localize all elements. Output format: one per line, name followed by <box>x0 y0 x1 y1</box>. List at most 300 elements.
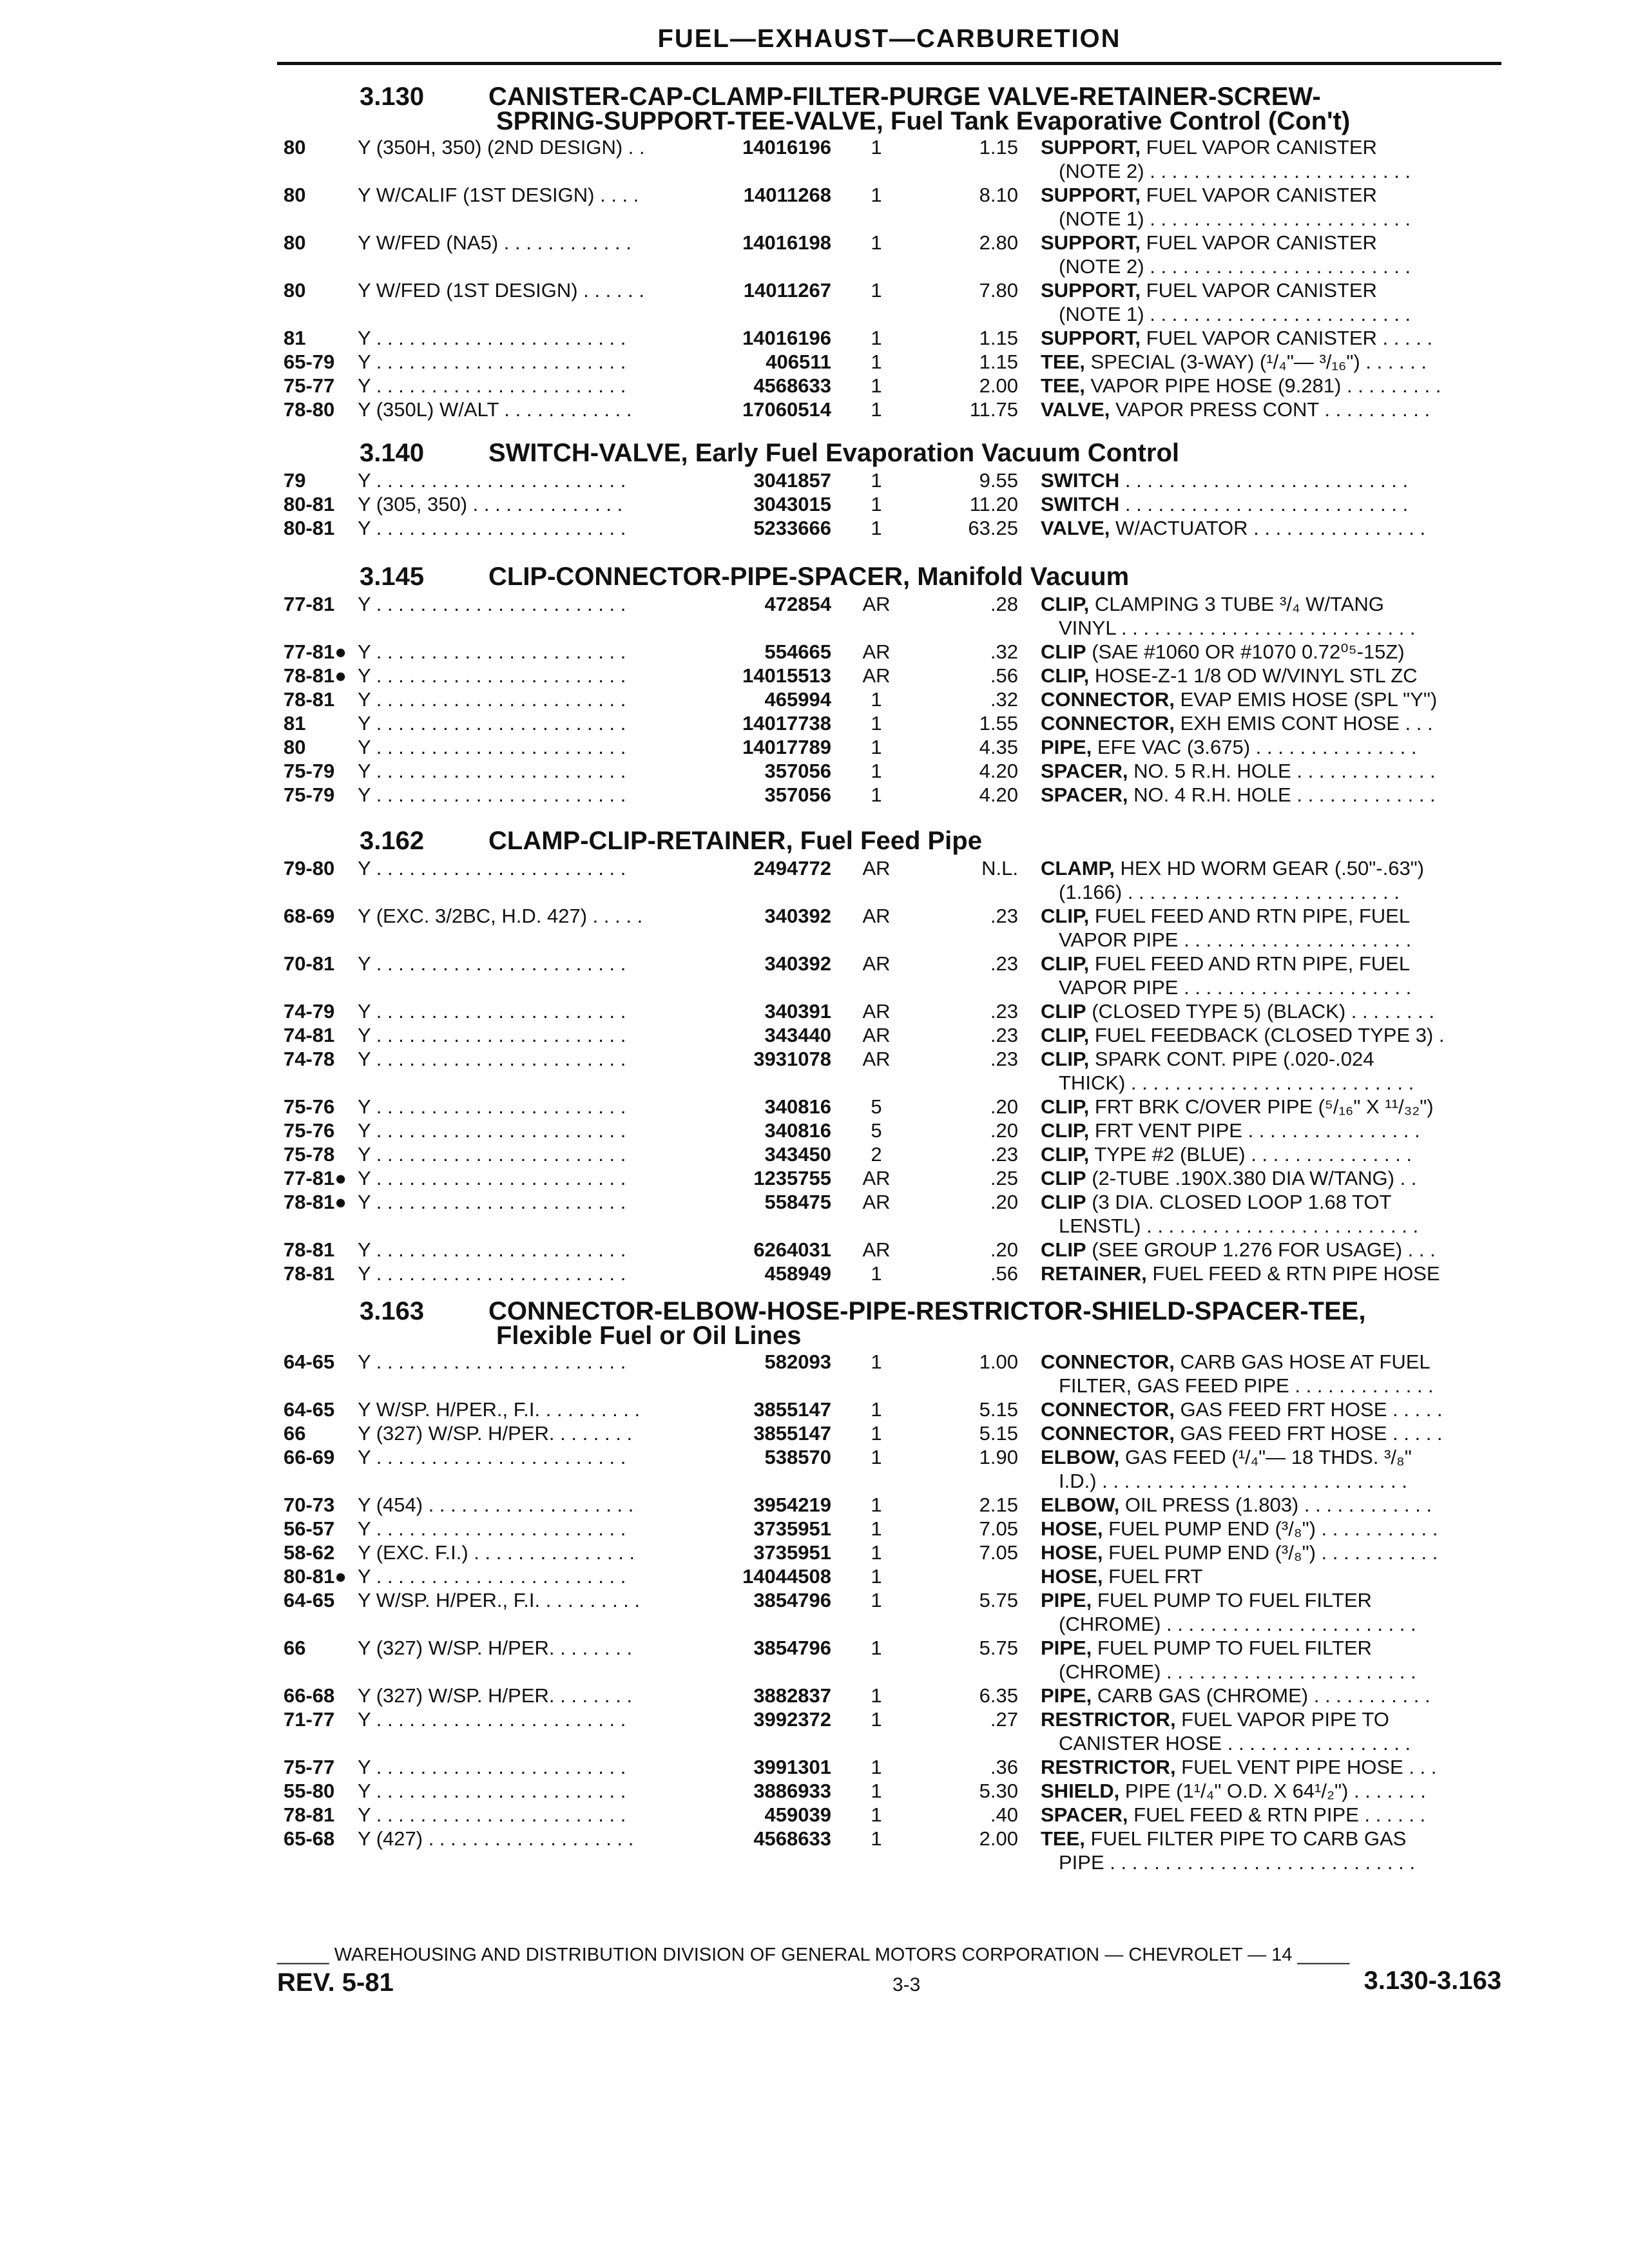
part-name: SWITCH <box>1041 493 1120 515</box>
price: .28 <box>990 593 1018 615</box>
part-number: 558475 <box>764 1191 831 1213</box>
part-row <box>0 1755 1629 1779</box>
application: Y . . . . . . . . . . . . . . . . . . . . . . . <box>358 760 626 782</box>
part-row <box>0 135 1629 183</box>
part-row <box>0 278 1629 326</box>
section-3-162 <box>0 828 1629 1285</box>
part-number: 343440 <box>764 1024 831 1046</box>
part-row <box>0 1398 1629 1421</box>
part-row <box>0 1166 1629 1190</box>
application: Y . . . . . . . . . . . . . . . . . . . . . . . <box>358 1565 626 1588</box>
price: 7.05 <box>979 1517 1018 1540</box>
part-detail: SPECIAL (3-WAY) (¹/₄"— ³/₁₆") . . . . . . <box>1084 351 1427 373</box>
application: Y . . . . . . . . . . . . . . . . . . . . . . . <box>358 1048 626 1070</box>
part-description <box>1041 374 1505 398</box>
part-number: 4568633 <box>753 1827 831 1850</box>
application: Y . . . . . . . . . . . . . . . . . . . . . . . <box>358 1262 626 1285</box>
application: Y . . . . . . . . . . . . . . . . . . . . . . . <box>358 374 626 397</box>
price: 7.80 <box>979 279 1018 302</box>
part-detail-line2: (NOTE 1) . . . . . . . . . . . . . . . . . . . . . . . . <box>1059 207 1411 230</box>
part-description <box>1041 999 1505 1023</box>
model-years: 78-80 <box>284 398 335 421</box>
part-row <box>0 516 1629 540</box>
section-number: 3.162 <box>360 827 425 855</box>
part-number: 14017789 <box>742 736 831 758</box>
part-name: SUPPORT, <box>1041 327 1141 349</box>
parts-list <box>0 592 1629 807</box>
part-detail: OIL PRESS (1.803) . . . . . . . . . . . . <box>1119 1494 1432 1516</box>
part-number: 582093 <box>764 1350 831 1373</box>
part-description <box>1041 1421 1505 1445</box>
price: 2.15 <box>979 1494 1018 1516</box>
part-detail: W/ACTUATOR . . . . . . . . . . . . . . . . <box>1110 517 1426 539</box>
quantity: 1 <box>871 1637 882 1659</box>
part-description <box>1041 1047 1505 1095</box>
part-row <box>0 856 1629 904</box>
section-title-line2: Flexible Fuel or Oil Lines <box>496 1321 802 1350</box>
part-number: 3954219 <box>753 1494 831 1516</box>
part-description <box>1041 687 1505 711</box>
quantity: 1 <box>871 279 882 302</box>
header-rule <box>277 62 1501 65</box>
application: Y . . . . . . . . . . . . . . . . . . . . . . . <box>358 1780 626 1802</box>
part-row <box>0 1541 1629 1564</box>
application: Y . . . . . . . . . . . . . . . . . . . . . . . <box>358 952 626 975</box>
part-row <box>0 374 1629 398</box>
part-detail: FUEL FEEDBACK (CLOSED TYPE 3) . <box>1089 1024 1445 1046</box>
part-detail-line2: PIPE . . . . . . . . . . . . . . . . . . . . . . . . . . . . <box>1059 1851 1415 1874</box>
part-row <box>0 1827 1629 1874</box>
part-row <box>0 1564 1629 1588</box>
part-row <box>0 1095 1629 1119</box>
part-description <box>1041 1803 1505 1827</box>
price: 5.15 <box>979 1422 1018 1445</box>
model-years: 81 <box>284 327 306 349</box>
model-years: 64-65 <box>284 1350 335 1373</box>
price: .32 <box>990 688 1018 711</box>
part-description <box>1041 783 1505 807</box>
part-description <box>1041 1119 1505 1142</box>
part-name: TEE, <box>1041 374 1085 397</box>
part-detail: FUEL FEED AND RTN PIPE, FUEL <box>1089 952 1411 975</box>
part-description <box>1041 278 1505 326</box>
section-title <box>0 1298 1629 1350</box>
part-name: RETAINER, <box>1041 1262 1147 1285</box>
part-detail: FRT BRK C/OVER PIPE (⁵/₁₆" X ¹¹/₃₂") <box>1089 1095 1434 1118</box>
price: 5.75 <box>979 1637 1018 1659</box>
application: Y . . . . . . . . . . . . . . . . . . . . . . . <box>358 1350 626 1373</box>
part-detail: (3 DIA. CLOSED LOOP 1.68 TOT <box>1086 1191 1392 1213</box>
part-detail: EXH EMIS CONT HOSE . . . <box>1174 712 1433 735</box>
application: Y . . . . . . . . . . . . . . . . . . . . . . . <box>358 593 626 615</box>
part-row <box>0 468 1629 492</box>
model-years: 64-65 <box>284 1398 335 1421</box>
part-detail-line2: FILTER, GAS FEED PIPE . . . . . . . . . . . . . <box>1059 1374 1434 1397</box>
price: 5.75 <box>979 1589 1018 1611</box>
model-years: 79 <box>284 469 306 492</box>
part-detail-line2: (NOTE 1) . . . . . . . . . . . . . . . . . . . . . . . . <box>1059 303 1411 325</box>
part-description <box>1041 1636 1505 1684</box>
quantity: 1 <box>871 136 882 159</box>
model-years: 75-76 <box>284 1119 335 1142</box>
part-detail: (CLOSED TYPE 5) (BLACK) . . . . . . . . <box>1086 1000 1434 1023</box>
application: Y . . . . . . . . . . . . . . . . . . . . . . . <box>358 664 626 687</box>
part-description <box>1041 759 1505 783</box>
price: 1.15 <box>979 136 1018 159</box>
application: Y . . . . . . . . . . . . . . . . . . . . . . . <box>358 1803 626 1826</box>
quantity: 1 <box>871 688 882 711</box>
part-number: 2494772 <box>753 857 831 879</box>
part-number: 3991301 <box>753 1756 831 1778</box>
part-row <box>0 398 1629 421</box>
part-description <box>1041 492 1505 516</box>
part-number: 357056 <box>764 783 831 806</box>
model-years: 75-76 <box>284 1095 335 1118</box>
parts-list <box>0 135 1629 421</box>
part-number: 340392 <box>764 905 831 927</box>
quantity: 1 <box>871 327 882 349</box>
part-detail-line2: (CHROME) . . . . . . . . . . . . . . . . . . . . . . . <box>1059 1660 1416 1683</box>
part-number: 538570 <box>764 1446 831 1468</box>
part-detail-line2: VINYL . . . . . . . . . . . . . . . . . . . . . . . . . . . <box>1059 617 1416 639</box>
part-row <box>0 592 1629 640</box>
part-number: 458949 <box>764 1262 831 1285</box>
price: 2.80 <box>979 231 1018 254</box>
page-number: 3-3 <box>892 1974 921 1995</box>
quantity: AR <box>862 640 891 663</box>
part-description <box>1041 468 1505 492</box>
price: .56 <box>990 1262 1018 1285</box>
part-row <box>0 1779 1629 1803</box>
part-detail: FUEL VAPOR CANISTER <box>1141 136 1377 159</box>
part-detail: . . . . . . . . . . . . . . . . . . . . . . . . . . <box>1119 493 1409 515</box>
part-row <box>0 350 1629 374</box>
part-detail-line2: VAPOR PIPE . . . . . . . . . . . . . . . . . . . . . <box>1059 976 1412 999</box>
price: .20 <box>990 1095 1018 1118</box>
part-detail: FUEL FEED & RTN PIPE . . . . . . <box>1128 1803 1426 1826</box>
part-name: CLIP, <box>1041 664 1090 687</box>
price: .27 <box>990 1708 1018 1731</box>
section-title-line1: SWITCH-VALVE, Early Fuel Evaporation Vacuum Control <box>488 439 1179 467</box>
part-number: 3854796 <box>753 1589 831 1611</box>
model-years: 75-79 <box>284 783 335 806</box>
model-years: 77-81 <box>284 593 335 615</box>
part-row <box>0 1636 1629 1684</box>
part-name: CLIP, <box>1041 1095 1090 1118</box>
application: Y . . . . . . . . . . . . . . . . . . . . . . . <box>358 1756 626 1778</box>
price: 1.15 <box>979 327 1018 349</box>
part-row <box>0 1803 1629 1827</box>
model-years: 80 <box>284 231 306 254</box>
part-number: 6264031 <box>753 1238 831 1261</box>
quantity: 1 <box>871 517 882 539</box>
part-detail: FUEL VAPOR CANISTER <box>1141 279 1377 302</box>
quantity: 5 <box>871 1119 882 1142</box>
quantity: AR <box>862 1167 891 1189</box>
part-detail: . . . . . . . . . . . . . . . . . . . . . . . . . . <box>1119 469 1409 492</box>
part-description <box>1041 350 1505 374</box>
application: Y W/CALIF (1ST DESIGN) . . . . <box>358 184 639 206</box>
part-description <box>1041 856 1505 904</box>
part-detail-line2: THICK) . . . . . . . . . . . . . . . . . . . . . . . . . . <box>1059 1072 1414 1094</box>
part-detail: FUEL PUMP END (³/₈") . . . . . . . . . . . <box>1103 1541 1438 1564</box>
part-name: CLIP, <box>1041 1048 1090 1070</box>
part-detail: FUEL FEED AND RTN PIPE, FUEL <box>1089 905 1411 927</box>
model-years: 70-81 <box>284 952 335 975</box>
part-row <box>0 1588 1629 1636</box>
application: Y . . . . . . . . . . . . . . . . . . . . . . . <box>358 1143 626 1166</box>
part-detail: HEX HD WORM GEAR (.50"-.63") <box>1114 857 1425 879</box>
part-description <box>1041 1493 1505 1517</box>
part-number: 3992372 <box>753 1708 831 1731</box>
part-detail: NO. 4 R.H. HOLE . . . . . . . . . . . . . <box>1128 783 1436 806</box>
part-row <box>0 1047 1629 1095</box>
part-description <box>1041 1262 1505 1285</box>
part-detail: TYPE #2 (BLUE) . . . . . . . . . . . . . . . <box>1089 1143 1412 1166</box>
part-number: 14011267 <box>743 279 831 302</box>
part-detail: CARB GAS HOSE AT FUEL <box>1174 1350 1431 1373</box>
part-number: 14044508 <box>742 1565 831 1588</box>
page-header: FUEL—EXHAUST—CARBURETION <box>657 24 1121 53</box>
application: Y . . . . . . . . . . . . . . . . . . . . . . . <box>358 1119 626 1142</box>
part-detail-line2: LENSTL) . . . . . . . . . . . . . . . . . . . . . . . . . <box>1059 1215 1419 1237</box>
application: Y W/FED (1ST DESIGN) . . . . . . <box>358 279 644 302</box>
part-detail: EFE VAC (3.675) . . . . . . . . . . . . . . . <box>1092 736 1417 758</box>
part-name: SPACER, <box>1041 783 1128 806</box>
model-years: 75-79 <box>284 760 335 782</box>
quantity: 1 <box>871 1422 882 1445</box>
part-name: VALVE, <box>1041 398 1110 421</box>
model-years: 80 <box>284 136 306 159</box>
section-3-145 <box>0 564 1629 807</box>
part-name: CLIP <box>1041 1000 1086 1023</box>
part-description <box>1041 1541 1505 1564</box>
model-years: 66-68 <box>284 1684 335 1707</box>
part-row <box>0 687 1629 711</box>
part-description <box>1041 326 1505 350</box>
part-row <box>0 1350 1629 1398</box>
part-detail-line2: (CHROME) . . . . . . . . . . . . . . . . . . . . . . . <box>1059 1613 1416 1635</box>
model-years: 78-81 <box>284 1238 335 1261</box>
quantity: 1 <box>871 1262 882 1285</box>
part-row <box>0 1190 1629 1238</box>
part-name: CLAMP, <box>1041 857 1115 879</box>
part-row <box>0 1421 1629 1445</box>
model-years: 66 <box>284 1422 306 1445</box>
quantity: 1 <box>871 231 882 254</box>
quantity: 1 <box>871 1494 882 1516</box>
application: Y (327) W/SP. H/PER. . . . . . . . <box>358 1684 633 1707</box>
part-number: 554665 <box>764 640 831 663</box>
part-number: 340392 <box>764 952 831 975</box>
application: Y (454) . . . . . . . . . . . . . . . . . . . <box>358 1494 634 1516</box>
part-name: CONNECTOR, <box>1041 1350 1175 1373</box>
model-years: 66-69 <box>284 1446 335 1468</box>
part-name: SPACER, <box>1041 760 1128 782</box>
part-number: 3931078 <box>753 1048 831 1070</box>
part-name: SUPPORT, <box>1041 231 1141 254</box>
part-description <box>1041 735 1505 759</box>
part-name: SWITCH <box>1041 469 1120 492</box>
part-detail: GAS FEED FRT HOSE . . . . . <box>1174 1398 1443 1421</box>
price: .40 <box>990 1803 1018 1826</box>
part-row <box>0 759 1629 783</box>
application: Y (350H, 350) (2ND DESIGN) . . <box>358 136 645 159</box>
quantity: 1 <box>871 374 882 397</box>
part-detail: FRT VENT PIPE . . . . . . . . . . . . . . . . <box>1089 1119 1420 1142</box>
quantity: 1 <box>871 1446 882 1468</box>
part-row <box>0 1023 1629 1047</box>
part-detail: VAPOR PIPE HOSE (9.281) . . . . . . . . . <box>1084 374 1441 397</box>
part-name: SUPPORT, <box>1041 136 1141 159</box>
part-detail-line2: (NOTE 2) . . . . . . . . . . . . . . . . . . . . . . . . <box>1059 160 1411 182</box>
price: 4.20 <box>979 760 1018 782</box>
quantity: AR <box>862 1048 891 1070</box>
part-detail: (SAE #1060 OR #1070 0.72⁰⁵-15Z) <box>1086 640 1405 663</box>
part-detail: (2-TUBE .190X.380 DIA W/TANG) . . <box>1086 1167 1417 1189</box>
application: Y (327) W/SP. H/PER. . . . . . . . <box>358 1422 633 1445</box>
part-description <box>1041 1350 1505 1398</box>
part-row <box>0 1517 1629 1541</box>
part-detail: PIPE (1¹/₄" O.D. X 64¹/₂") . . . . . . . <box>1119 1780 1426 1802</box>
quantity: 1 <box>871 1684 882 1707</box>
part-description <box>1041 1779 1505 1803</box>
part-row <box>0 1262 1629 1285</box>
application: Y (427) . . . . . . . . . . . . . . . . . . . <box>358 1827 634 1850</box>
section-title <box>0 828 1629 856</box>
quantity: AR <box>862 1024 891 1046</box>
application: Y . . . . . . . . . . . . . . . . . . . . . . . <box>358 688 626 711</box>
quantity: 5 <box>871 1095 882 1118</box>
application: Y . . . . . . . . . . . . . . . . . . . . . . . <box>358 1446 626 1468</box>
price: 2.00 <box>979 1827 1018 1850</box>
part-detail: FUEL PUMP TO FUEL FILTER <box>1092 1637 1372 1659</box>
quantity: 1 <box>871 184 882 206</box>
part-name: CLIP, <box>1041 1119 1090 1142</box>
part-detail: (SEE GROUP 1.276 FOR USAGE) . . . <box>1086 1238 1436 1261</box>
part-detail-line2: (1.166) . . . . . . . . . . . . . . . . . . . . . . . . . <box>1059 881 1400 903</box>
model-years: 80 <box>284 736 306 758</box>
part-description <box>1041 952 1505 999</box>
part-name: CLIP, <box>1041 952 1090 975</box>
part-description <box>1041 1707 1505 1755</box>
part-name: HOSE, <box>1041 1517 1103 1540</box>
part-number: 14016196 <box>742 136 831 159</box>
price: .32 <box>990 640 1018 663</box>
part-row <box>0 492 1629 516</box>
application: Y . . . . . . . . . . . . . . . . . . . . . . . <box>358 712 626 735</box>
part-description <box>1041 592 1505 640</box>
quantity: 1 <box>871 1589 882 1611</box>
quantity: AR <box>862 664 891 687</box>
price: 5.30 <box>979 1780 1018 1802</box>
section-number: 3.163 <box>360 1297 425 1325</box>
price: 63.25 <box>968 517 1018 539</box>
part-name: PIPE, <box>1041 1637 1092 1659</box>
quantity: 1 <box>871 469 882 492</box>
model-years: 58-62 <box>284 1541 335 1564</box>
part-number: 340816 <box>764 1119 831 1142</box>
price: 7.05 <box>979 1541 1018 1564</box>
part-name: CLIP <box>1041 640 1086 663</box>
part-name: TEE, <box>1041 1827 1085 1850</box>
part-name: TEE, <box>1041 351 1085 373</box>
model-years: 65-68 <box>284 1827 335 1850</box>
part-name: SHIELD, <box>1041 1780 1120 1802</box>
part-name: RESTRICTOR, <box>1041 1756 1176 1778</box>
part-name: RESTRICTOR, <box>1041 1708 1176 1731</box>
quantity: 1 <box>871 493 882 515</box>
application: Y . . . . . . . . . . . . . . . . . . . . . . . <box>358 1238 626 1261</box>
part-number: 3043015 <box>753 493 831 515</box>
quantity: 1 <box>871 712 882 735</box>
part-row <box>0 1493 1629 1517</box>
application: Y . . . . . . . . . . . . . . . . . . . . . . . <box>358 327 626 349</box>
quantity: 1 <box>871 1708 882 1731</box>
part-number: 3854796 <box>753 1637 831 1659</box>
model-years: 74-81 <box>284 1024 335 1046</box>
application: Y . . . . . . . . . . . . . . . . . . . . . . . <box>358 1167 626 1189</box>
part-number: 3882837 <box>753 1684 831 1707</box>
part-number: 357056 <box>764 760 831 782</box>
section-title-line1: CLAMP-CLIP-RETAINER, Fuel Feed Pipe <box>488 827 982 855</box>
part-description <box>1041 1095 1505 1119</box>
part-name: CONNECTOR, <box>1041 1422 1175 1445</box>
section-title-line1: CONNECTOR-ELBOW-HOSE-PIPE-RESTRICTOR-SHIELD-SPACER-TEE, <box>488 1297 1366 1325</box>
part-detail: HOSE-Z-1 1/8 OD W/VINYL STL ZC <box>1089 664 1418 687</box>
part-description <box>1041 1142 1505 1166</box>
price: 11.75 <box>969 398 1018 421</box>
application: Y . . . . . . . . . . . . . . . . . . . . . . . <box>358 517 626 539</box>
part-description <box>1041 135 1505 183</box>
part-detail: FUEL FEED & RTN PIPE HOSE <box>1146 1262 1440 1285</box>
section-title-line1: CANISTER-CAP-CLAMP-FILTER-PURGE VALVE-RETAINER-SCREW- <box>488 82 1321 111</box>
part-description <box>1041 231 1505 278</box>
part-description <box>1041 1588 1505 1636</box>
application: Y W/SP. H/PER., F.I. . . . . . . . . . <box>358 1589 641 1611</box>
part-description <box>1041 183 1505 231</box>
quantity: AR <box>862 857 891 879</box>
part-number: 459039 <box>764 1803 831 1826</box>
part-description <box>1041 398 1505 421</box>
part-description <box>1041 664 1505 687</box>
part-row <box>0 904 1629 952</box>
part-row <box>0 1707 1629 1755</box>
part-row <box>0 1119 1629 1142</box>
part-name: CLIP <box>1041 1167 1086 1189</box>
part-detail: EVAP EMIS HOSE (SPL "Y") <box>1174 688 1438 711</box>
part-description <box>1041 1238 1505 1262</box>
model-years: 78-81 <box>284 1262 335 1285</box>
part-row <box>0 231 1629 278</box>
section-title-line1: CLIP-CONNECTOR-PIPE-SPACER, Manifold Vacuum <box>488 562 1130 591</box>
part-description <box>1041 1517 1505 1541</box>
price: .56 <box>990 664 1018 687</box>
part-name: CLIP, <box>1041 905 1090 927</box>
quantity: 1 <box>871 736 882 758</box>
quantity: AR <box>862 905 891 927</box>
application: Y (EXC. 3/2BC, H.D. 427) . . . . . <box>358 905 643 927</box>
part-row <box>0 735 1629 759</box>
part-name: SUPPORT, <box>1041 279 1141 302</box>
price: 5.15 <box>979 1398 1018 1421</box>
quantity: 1 <box>871 398 882 421</box>
quantity: 1 <box>871 1517 882 1540</box>
part-row <box>0 952 1629 999</box>
part-detail: FUEL PUMP END (³/₈") . . . . . . . . . . . <box>1103 1517 1438 1540</box>
quantity: AR <box>862 593 891 615</box>
quantity: 1 <box>871 760 882 782</box>
